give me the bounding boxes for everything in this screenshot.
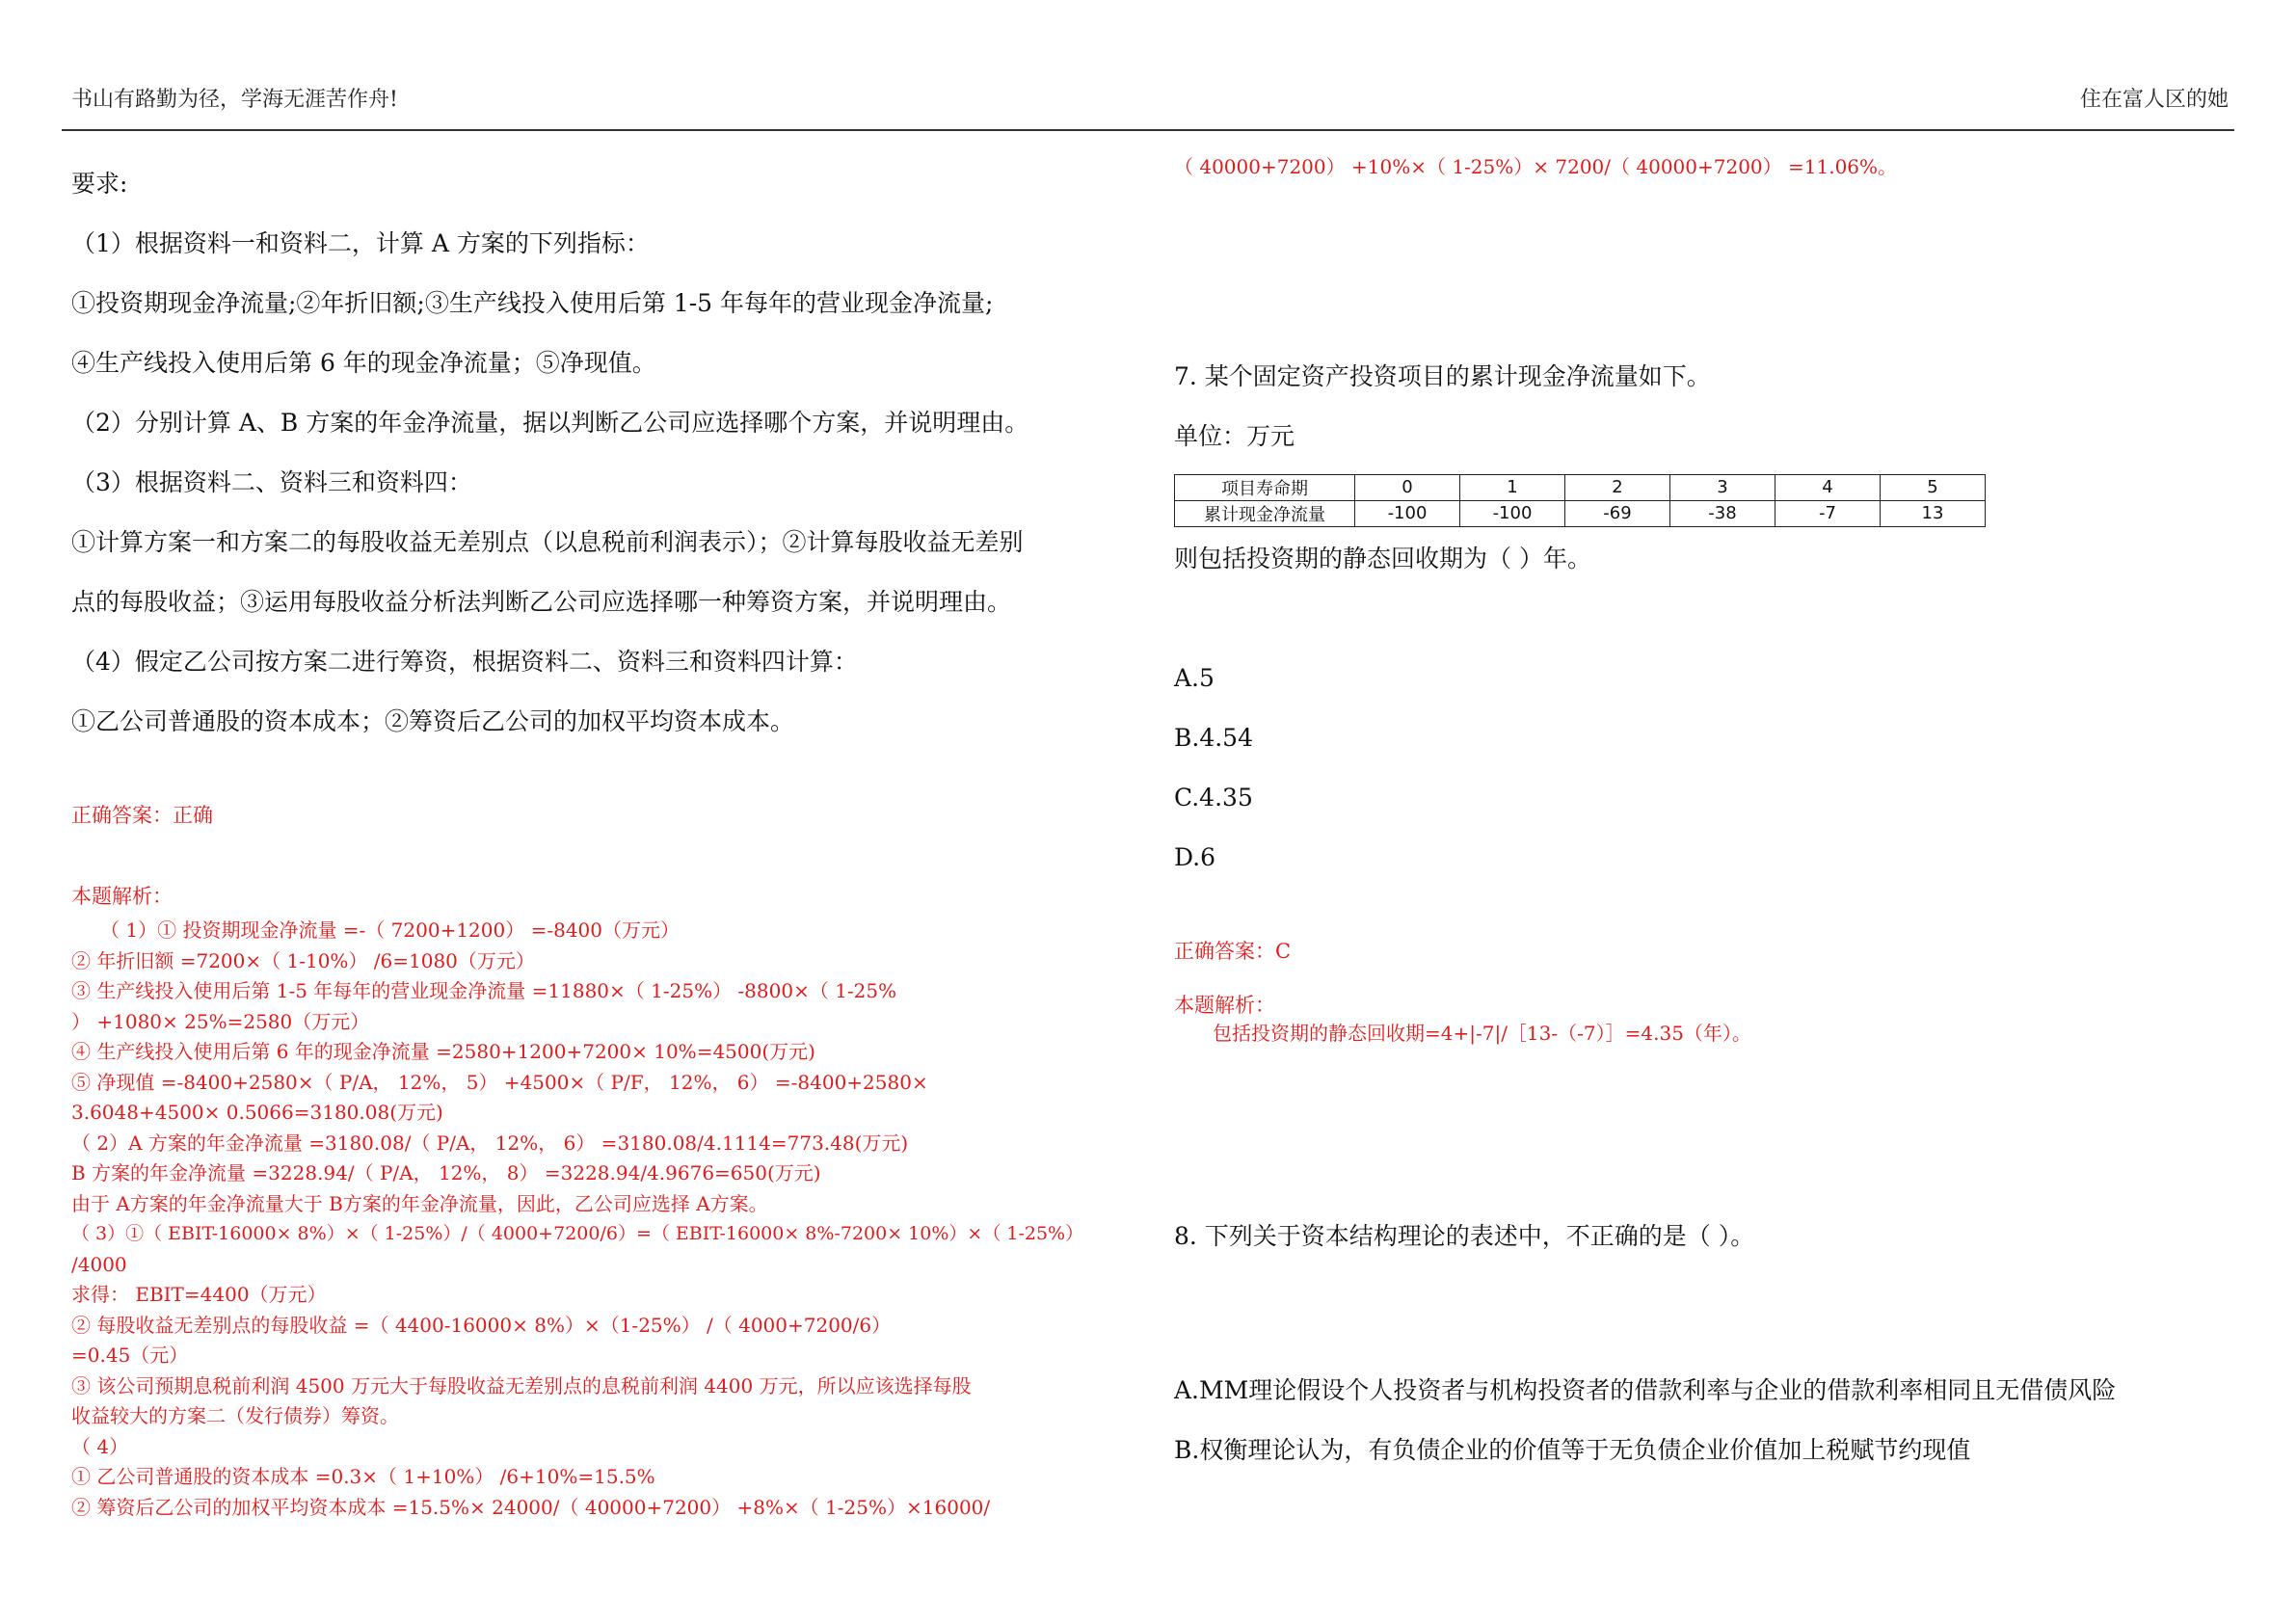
table-cell: -38 — [1670, 500, 1775, 526]
header-divider — [62, 129, 2234, 131]
option-c: C.4.35 — [1174, 783, 1253, 812]
explanation-title: 本题解析： — [71, 885, 173, 908]
left-column — [71, 145, 1151, 1523]
cumulative-cash-flow-table — [1174, 474, 1986, 527]
requirement-line: （2）分别计算 A、B 方案的年金净流量，据以判断乙公司应选择哪个方案，并说明理由。 — [71, 409, 1029, 437]
header-author: 住在富人区的她 — [2079, 88, 2229, 112]
requirement-line: （1）根据资料一和资料二，计算 A 方案的下列指标： — [71, 229, 650, 257]
table-header-cell: 0 — [1355, 474, 1460, 500]
table-cell: -69 — [1565, 500, 1670, 526]
table-cell: -7 — [1775, 500, 1881, 526]
explanation-line: （ 4） — [71, 1434, 129, 1458]
q7-explanation-title: 本题解析： — [1174, 993, 1275, 1017]
table-row — [1175, 500, 1986, 526]
option-a: A.MM理论假设个人投资者与机构投资者的借款利率与企业的借款利率相同且无借债风险 — [1174, 1376, 2117, 1404]
right-column — [1174, 145, 2234, 1480]
explanation-line: /4000 — [71, 1252, 127, 1276]
explanation-line: ③ 生产线投入使用后第 1-5 年每年的营业现金净流量 =11880×（ 1-25%） -8800×（ 1-25% — [71, 979, 897, 1002]
header-motto: 书山有路勤为径，学海无涯苦作舟! — [71, 88, 398, 112]
explanation-line: 收益较大的方案二（发行债券）筹资。 — [71, 1404, 399, 1427]
table-row-label: 累计现金净流量 — [1175, 500, 1355, 526]
q7-stem: 7. 某个固定资产投资项目的累计现金净流量如下。 — [1174, 361, 1711, 390]
option-b: B.权衡理论认为，有负债企业的价值等于无负债企业价值加上税赋节约现值 — [1174, 1436, 1971, 1464]
explanation-continuation: （ 40000+7200） +10%×（ 1-25%）× 7200/（ 40000+7200） =11.06%。 — [1174, 155, 1898, 178]
explanation-line: 由于 A方案的年金净流量大于 B方案的年金净流量，因此，乙公司应选择 A方案。 — [71, 1191, 768, 1215]
q7-explanation: 包括投资期的静态回收期=4+|-7|/［13-（-7）］=4.35（年）。 — [1174, 1021, 1751, 1045]
q7-question: 则包括投资期的静态回收期为（ ）年。 — [1174, 544, 1591, 572]
requirement-line: ④生产线投入使用后第 6 年的现金净流量；⑤净现值。 — [71, 349, 656, 377]
explanation-line: （ 1）① 投资期现金净流量 =-（ 7200+1200） =-8400（万元） — [71, 918, 680, 942]
explanation-line: ② 筹资后乙公司的加权平均资本成本 =15.5%× 24000/（ 40000+7200） +8%×（ 1-25%）×16000/ — [71, 1495, 991, 1519]
table-header-cell: 4 — [1775, 474, 1881, 500]
table-cell: -100 — [1460, 500, 1565, 526]
requirement-line: （4）假定乙公司按方案二进行筹资，根据资料二、资料三和资料四计算： — [71, 648, 858, 676]
table-header-cell: 5 — [1881, 474, 1986, 500]
explanation-line: ） +1080× 25%=2580（万元） — [71, 1009, 370, 1033]
q7-correct-answer: 正确答案：C — [1174, 939, 1292, 963]
explanation-line: 求得： EBIT=4400（万元） — [71, 1283, 327, 1306]
option-a: A.5 — [1174, 663, 1215, 692]
requirement-line: （3）根据资料二、资料三和资料四： — [71, 468, 472, 496]
requirement-line: ①乙公司普通股的资本成本；②筹资后乙公司的加权平均资本成本。 — [71, 707, 795, 735]
table-header-cell: 3 — [1670, 474, 1775, 500]
requirement-line: ①计算方案一和方案二的每股收益无差别点（以息税前利润表示）；②计算每股收益无差别 — [71, 528, 1024, 556]
explanation-line: ② 年折旧额 =7200×（ 1-10%） /6=1080（万元） — [71, 948, 535, 972]
requirements — [71, 154, 1151, 752]
requirement-line: ①投资期现金净流量;②年折旧额;③生产线投入使用后第 1-5 年每年的营业现金净流量; — [71, 289, 994, 317]
table-header-cell: 2 — [1565, 474, 1670, 500]
explanation-line: ⑤ 净现值 =-8400+2580×（ P/A， 12%， 5） +4500×（ P/F， 12%， 6） =-8400+2580× — [71, 1070, 928, 1094]
explanation-line: =0.45（元） — [71, 1344, 189, 1367]
table-header-cell: 1 — [1460, 474, 1565, 500]
explanation-line: B 方案的年金净流量 =3228.94/（ P/A， 12%， 8） =3228.94/4.9676=650(万元) — [71, 1161, 821, 1184]
correct-answer: 正确答案：正确 — [71, 804, 213, 827]
explanation-line: （ 3）①（ EBIT-16000× 8%）×（ 1-25%）/（ 4000+7200/6）=（ EBIT-16000× 8%-7200× 10%）×（ 1-25%） — [71, 1223, 1084, 1244]
explanation-line: ③ 该公司预期息税前利润 4500 万元大于每股收益无差别点的息税前利润 4400 万元，所以应该选择每股 — [71, 1373, 972, 1397]
explanation-line: 3.6048+4500× 0.5066=3180.08(万元) — [71, 1101, 443, 1124]
q7-unit: 单位：万元 — [1174, 421, 1295, 450]
table-header-row — [1175, 474, 1986, 500]
explanation-line: ① 乙公司普通股的资本成本 =0.3×（ 1+10%） /6+10%=15.5% — [71, 1465, 655, 1488]
table-cell: 13 — [1881, 500, 1986, 526]
explanation-body — [71, 916, 1151, 1523]
explanation-line: ② 每股收益无差别点的每股收益 =（ 4400-16000× 8%）×（1-25%） /（ 4000+7200/6） — [71, 1313, 892, 1337]
explanation-line: ④ 生产线投入使用后第 6 年的现金净流量 =2580+1200+7200× 10%=4500(万元) — [71, 1040, 815, 1063]
q8-options — [1174, 1361, 2234, 1480]
explanation-line: （ 2）A 方案的年金净流量 =3180.08/（ P/A， 12%， 6） =3180.08/4.1114=773.48(万元) — [71, 1131, 909, 1155]
requirement-line: 要求: — [71, 170, 128, 198]
requirement-line: 点的每股收益；③运用每股收益分析法判断乙公司应选择哪一种筹资方案，并说明理由。 — [71, 588, 1012, 616]
option-b: B.4.54 — [1174, 723, 1253, 752]
option-d: D.6 — [1174, 842, 1216, 871]
table-header-cell: 项目寿命期 — [1175, 474, 1355, 500]
table-cell: -100 — [1355, 500, 1460, 526]
q8-stem: 8. 下列关于资本结构理论的表述中，不正确的是（ ）。 — [1174, 1222, 1755, 1250]
q7-options — [1174, 649, 2234, 888]
